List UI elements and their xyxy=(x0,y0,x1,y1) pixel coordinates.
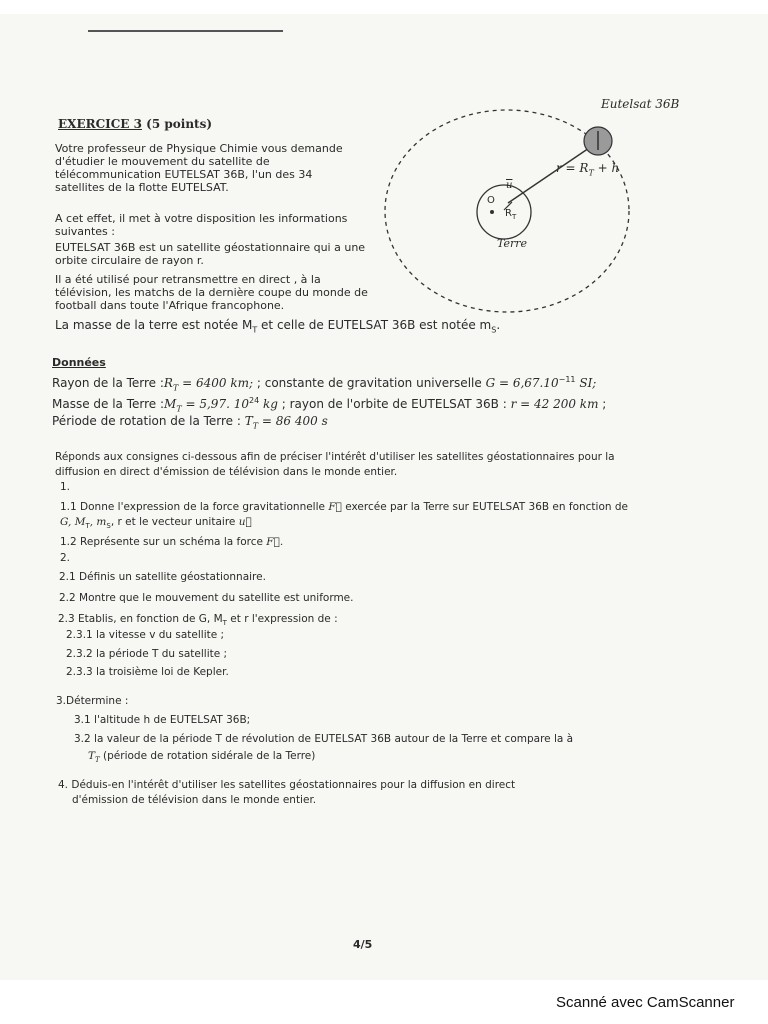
d1e: SI; xyxy=(575,376,597,390)
exercise-label: EXERCICE 3 xyxy=(58,117,142,131)
question-1-2: 1.2 Représente sur un schéma la force F⃗. xyxy=(60,536,284,548)
q32b: (période de rotation sidérale de la Terre) xyxy=(103,750,316,762)
question-2-3-1: 2.3.1 la vitesse v du satellite ; xyxy=(66,629,225,641)
section-1-number: 1. xyxy=(60,481,71,493)
page-number: 4/5 xyxy=(353,938,373,951)
exercise-points: (5 points) xyxy=(146,117,213,131)
section-3-title: 3.Détermine : xyxy=(56,695,129,707)
d2d: ; rayon de l'orbite de EUTELSAT 36B : xyxy=(277,397,511,411)
question-4: 4. Déduis-en l'intérêt d'utiliser les satellites géostationnaires pour la diffusion en direct xyxy=(58,779,516,791)
q11c: G, M xyxy=(60,516,86,528)
question-1-1-cont: G, $M_T$, $m_S$, r et le vecteur unitaire u⃗ xyxy=(60,516,252,531)
radius-label-a: r = R xyxy=(556,161,589,175)
intro-paragraph-4: Il a été utilisé pour retransmettre en direct , à la télévision, les matchs de la dernière coupe du monde de football dans toute l'Afrique francophone. xyxy=(55,273,368,312)
question-1-1: 1.1 Donne l'expression de la force gravitationnelle F⃗ exercée par la Terre sur EUTELSAT 36B en fonction de xyxy=(60,501,629,513)
d1c: ; constante de gravitation universelle xyxy=(253,376,486,390)
donnees-line-2: Masse de la Terre $:M_T = 5,97$. $10^{24}$ kg ; rayon de l'orbite de EUTELSAT 36B : r = 42 200 km ; xyxy=(52,396,607,414)
intro-paragraph-3: EUTELSAT 36B est un satellite géostationnaire qui a une orbite circulaire de rayon r. xyxy=(55,241,366,267)
question-3-2: 3.2 la valeur de la période T de révolution de EUTELSAT 36B autour de la Terre et compare la à xyxy=(74,733,574,745)
mass-line-c: . xyxy=(496,318,501,332)
question-2-3-3: 2.3.3 la troisième loi de Kepler. xyxy=(66,666,229,678)
d2a: Masse de la Terre : xyxy=(52,397,165,411)
unit-vector-label: $\overline{u}$ xyxy=(506,180,513,191)
consignes-intro-1: Réponds aux consignes ci-dessous afin de préciser l'intérêt d'utiliser les satellites géostationnaires pour la xyxy=(55,451,615,463)
earth-center-dot xyxy=(490,210,494,214)
donnees-line-3: Période de rotation de la Terre : $T_T = 86$ 400 s xyxy=(52,414,328,431)
q23b: et r l'expression de : xyxy=(226,613,338,625)
satellite-label: Eutelsat 36B xyxy=(601,97,680,111)
mass-line: La masse de la terre est notée $M_T$ et celle de EUTELSAT 36B est notée $m_S$. xyxy=(55,318,501,335)
q11a: 1.1 Donne l'expression de la force gravitationnelle xyxy=(60,501,329,513)
question-2-1: 2.1 Définis un satellite géostationnaire. xyxy=(59,571,266,583)
top-rule xyxy=(88,30,283,32)
d1exp: −11 xyxy=(558,375,576,384)
question-2-3-2: 2.3.2 la période T du satellite ; xyxy=(66,648,228,660)
donnees-title: Données xyxy=(52,356,106,369)
d2exp: 24 xyxy=(248,396,260,405)
d2e: r = 42 200 km xyxy=(510,397,599,411)
exercise-title xyxy=(58,118,212,131)
d2b: = 5,97. 10 xyxy=(181,397,249,411)
q11e: , r et le vecteur unitaire xyxy=(110,516,239,528)
q11d: , m xyxy=(89,516,107,528)
radius-label-b: + h xyxy=(593,161,620,175)
question-2-3: 2.3 Etablis, en fonction de G, $M_T$ et r l'expression de : xyxy=(58,613,338,628)
question-4-cont: d'émission de télévision dans le monde entier. xyxy=(72,794,317,806)
d1d: G = 6,67.10 xyxy=(485,376,559,390)
radius-label: $r = R_T + h$ xyxy=(556,161,620,178)
mass-line-b: et celle de EUTELSAT 36B est notée m xyxy=(257,318,492,332)
consignes-intro-2: diffusion en direct d'émission de télévision dans le monde entier. xyxy=(55,466,398,478)
d3a: Période de rotation de la Terre : xyxy=(52,414,245,428)
earth-label: Terre xyxy=(497,237,528,250)
question-3-2-cont: $T_T$ (période de rotation sidérale de la Terre) xyxy=(88,750,316,765)
question-3-1: 3.1 l'altitude h de EUTELSAT 36B; xyxy=(74,714,251,726)
center-label: O xyxy=(487,195,495,206)
earth-radius-label: $R_T$ xyxy=(505,208,517,221)
donnees-line-1: Rayon de la Terre $:R_T = 6400$ km; ; constante de gravitation universelle $G = 6,67.10^{-11}$ SI; xyxy=(52,375,597,393)
d2f: ; xyxy=(598,397,607,411)
question-2-2: 2.2 Montre que le mouvement du satellite est uniforme. xyxy=(59,592,354,604)
scanned-page xyxy=(0,14,768,980)
q12: 1.2 Représente sur un schéma la force xyxy=(60,536,267,548)
d1b: = 6400 km; xyxy=(178,376,254,390)
d1a: Rayon de la Terre : xyxy=(52,376,164,390)
intro-paragraph-1: Votre professeur de Physique Chimie vous demande d'étudier le mouvement du satellite de télécommunication EUTELSAT 36B, l'un des 34 satellites de la flotte EUTELSAT. xyxy=(55,142,343,194)
section-2-number: 2. xyxy=(60,552,71,564)
q23a: 2.3 Etablis, en fonction de G, M xyxy=(58,613,223,625)
q11b: exercée par la Terre sur EUTELSAT 36B en fonction de xyxy=(341,501,629,513)
d3b: = 86 400 s xyxy=(258,414,328,428)
mass-line-a: La masse de la terre est notée M xyxy=(55,318,253,332)
camscanner-watermark: Scanné avec CamScanner xyxy=(556,994,735,1011)
d2c: kg xyxy=(259,397,278,411)
earth-radius-r: R xyxy=(505,208,512,219)
intro-paragraph-2: A cet effet, il met à votre disposition les informations suivantes : xyxy=(55,212,348,238)
